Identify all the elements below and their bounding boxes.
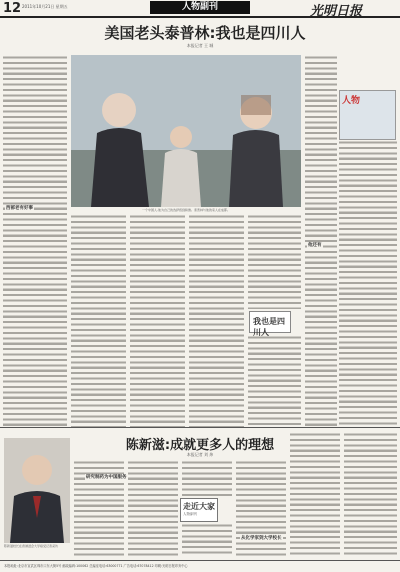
article1-photo-caption: 一个中国人,他为自己的选择感到骄傲。泰普林与他的家人在成都。 [142,208,230,212]
article1-headline: 美国老头泰普林:我也是四川人 [104,24,306,42]
newspaper-masthead: 光明日报 [310,4,363,19]
pull-quote-box [249,311,291,337]
article2-headline: 陈新滋:成就更多人的理想 [125,438,275,453]
section-title: 人物副刊 [150,1,250,14]
page-footer: 本报地址:北京市宣武区珠市口东大街5号 邮政编码:100062 总编室电话:63000771 广告电话:67078412 印刷:光明日报印务中心 [0,560,400,572]
article1-column-6 [248,335,301,427]
article1-column-2 [71,214,126,427]
callout-subtitle: 人物副刊 [183,512,197,516]
article2-column-2 [128,460,178,557]
page-header [0,0,400,18]
article2-subhead-2: 从化学家到大学校长 [241,536,282,541]
issue-date: 2011年10月21日 星期五 [22,4,68,9]
article1-column-3 [130,214,185,427]
article2-column-3 [182,460,232,496]
article2-column-7 [344,432,397,557]
article2-subhead-1: 研究制药为中国服务 [86,475,127,480]
article2-column-4 [182,523,232,557]
article1-subhead-1: 西部老有好事 [6,206,33,211]
page-number: 12 [3,1,22,16]
inset-title: 人物 [342,96,361,106]
inset-thumbnail [339,90,396,140]
article1-column-1 [3,55,67,427]
pull-quote-text: 我也是四川人 [253,317,285,337]
article2-byline: 本报记者 刘 炜 [186,452,214,457]
article-divider [0,427,400,428]
article2-portrait-photo [4,438,70,543]
article1-column-5 [248,214,301,309]
article1-column-7 [305,55,337,427]
article2-column-6 [290,432,340,557]
article1-column-4 [189,214,244,427]
article1-column-8 [339,140,397,427]
column-callout-box [180,498,218,522]
article2-column-5 [236,460,286,557]
article1-subhead-2: 他还有 [308,243,322,248]
article1-photo [71,55,301,207]
article1-byline: 本报记者 王 城 [186,43,214,48]
callout-title: 走近大家 [183,502,215,511]
article2-photo-caption: 陈新滋校长在香港浸会大学接受记者采访 [4,544,59,548]
